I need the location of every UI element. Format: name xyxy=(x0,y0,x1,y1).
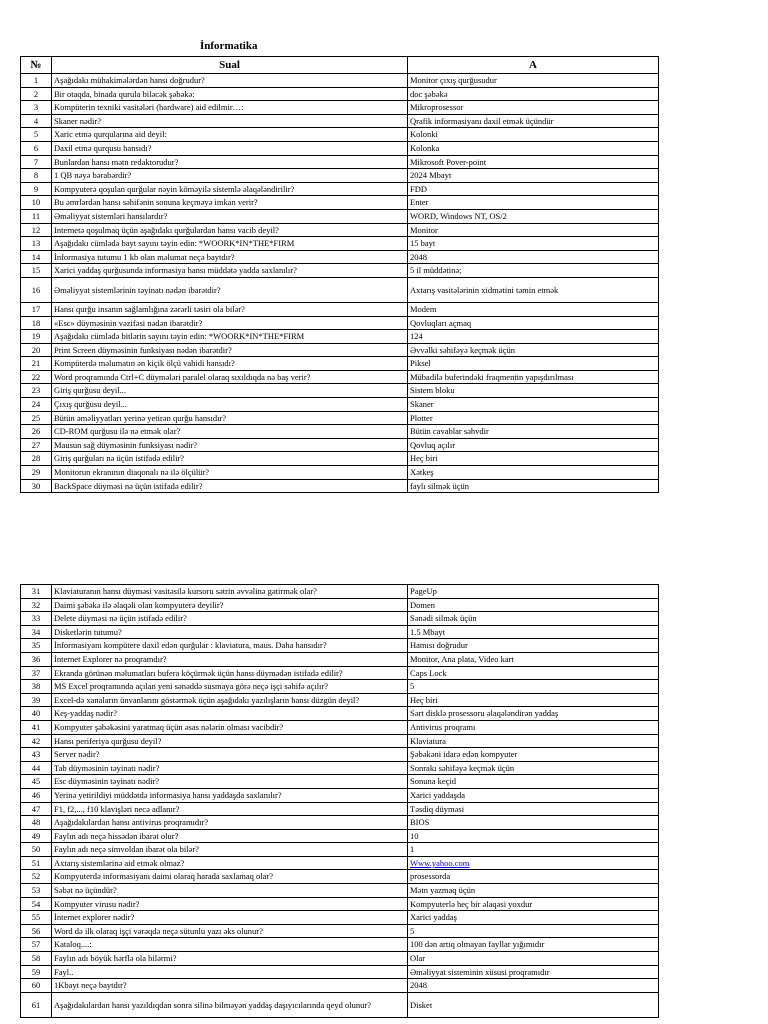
question-cell: Monitorun ekranının diaqonalı nə ilə ölçülür? xyxy=(52,466,408,480)
question-cell: Bunlardan hansı mətn redaktorudur? xyxy=(52,155,408,169)
row-number: 29 xyxy=(21,466,52,480)
question-cell: Hansı qurğu insanın sağlamlığına zərərli təsiri ola bilər? xyxy=(52,302,408,316)
row-number: 25 xyxy=(21,411,52,425)
question-cell: Fayl.. xyxy=(52,965,408,979)
question-cell: Daimi şəbəkə ilə əlaqəli olan kompyuterə deyilir? xyxy=(52,598,408,612)
table-row xyxy=(21,438,659,452)
table-row xyxy=(21,384,659,398)
table-row xyxy=(21,938,659,952)
answer-link[interactable]: Www.yahoo.com xyxy=(410,857,470,868)
answer-cell: Bütün cavablar səhvdir xyxy=(408,425,659,439)
question-cell: Aşağıdakı cümlədə bitlərin sayını təyin edin: *WOORK*IN*THE*FIRM xyxy=(52,330,408,344)
table-row xyxy=(21,155,659,169)
answer-cell: Sənədi silmək üçün xyxy=(408,612,659,626)
row-number: 54 xyxy=(21,897,52,911)
answer-cell: Heç biri xyxy=(408,693,659,707)
question-cell: Disketlərin tutumu? xyxy=(52,625,408,639)
table-row xyxy=(21,237,659,251)
row-number: 48 xyxy=(21,816,52,830)
answer-cell: Əməliyyat sisteminin xüsusi proqramıdır xyxy=(408,965,659,979)
row-number: 52 xyxy=(21,870,52,884)
table-row xyxy=(21,680,659,694)
row-number: 7 xyxy=(21,155,52,169)
question-cell: Kompyuter şəbəkəsini yaratmaq üçün əsas nələrin olması vacibdir? xyxy=(52,720,408,734)
row-number: 20 xyxy=(21,343,52,357)
row-number: 42 xyxy=(21,734,52,748)
answer-cell: Caps Lock xyxy=(408,666,659,680)
answer-cell: Heç biri xyxy=(408,452,659,466)
row-number: 28 xyxy=(21,452,52,466)
answer-cell: Klaviatura xyxy=(408,734,659,748)
question-cell: Bütün əməliyyatları yerinə yetirən qurğu hansıdır? xyxy=(52,411,408,425)
answer-cell: Mətn yazmaq üçün xyxy=(408,884,659,898)
row-number: 49 xyxy=(21,829,52,843)
answer-cell: Təsdiq düyməsi xyxy=(408,802,659,816)
table-row xyxy=(21,666,659,680)
row-number: 33 xyxy=(21,612,52,626)
question-cell: Print Screen düyməsinin funksiyası nədən ibarətdir? xyxy=(52,343,408,357)
question-cell: BackSpace düyməsi nə üçün istifadə edilir? xyxy=(52,479,408,493)
answer-cell: 2024 Mbayt xyxy=(408,169,659,183)
answer-cell: Piksel xyxy=(408,357,659,371)
row-number: 17 xyxy=(21,302,52,316)
row-number: 31 xyxy=(21,585,52,599)
row-number: 2 xyxy=(21,87,52,101)
row-number: 35 xyxy=(21,639,52,653)
table-row xyxy=(21,598,659,612)
row-number: 8 xyxy=(21,169,52,183)
row-number: 47 xyxy=(21,802,52,816)
table-row xyxy=(21,897,659,911)
answer-cell: 15 bayt xyxy=(408,237,659,251)
table-row xyxy=(21,924,659,938)
row-number: 55 xyxy=(21,911,52,925)
row-number: 60 xyxy=(21,979,52,993)
answer-cell: Kolonki xyxy=(408,128,659,142)
question-cell: Əməliyyat sistemlərinin təyinatı nədən ibarətdir? xyxy=(52,277,408,302)
row-number: 4 xyxy=(21,114,52,128)
question-cell: Giriş qurğusu deyil... xyxy=(52,384,408,398)
table-row xyxy=(21,316,659,330)
question-cell: Kompyuterdə informasiyanı daimi olaraq harada saxlamaq olar? xyxy=(52,870,408,884)
table-row xyxy=(21,74,659,88)
answer-cell: Əvvəlki səhifəyə keçmək üçün xyxy=(408,343,659,357)
row-number: 30 xyxy=(21,479,52,493)
row-number: 53 xyxy=(21,884,52,898)
table-row xyxy=(21,370,659,384)
question-cell: Bu əmrlərdən hansı səhifənin sonuna keçməyə imkan verir? xyxy=(52,196,408,210)
answer-cell: Şəbəkəni idarə edən kompyuter xyxy=(408,748,659,762)
table-row xyxy=(21,357,659,371)
answer-cell: PageUp xyxy=(408,585,659,599)
question-cell: İnternet Explorer nə proqramdır? xyxy=(52,652,408,666)
table-row xyxy=(21,169,659,183)
answer-cell: prosessorda xyxy=(408,870,659,884)
answer-cell: Mikrosoft Pover-point xyxy=(408,155,659,169)
row-number: 15 xyxy=(21,264,52,278)
answer-cell: Kolonka xyxy=(408,141,659,155)
question-cell: Səbət nə üçündür? xyxy=(52,884,408,898)
question-cell: Skaner nədir? xyxy=(52,114,408,128)
question-cell: Çıxış qurğusu deyil... xyxy=(52,398,408,412)
quiz-table-2 xyxy=(20,584,659,1018)
table-row xyxy=(21,952,659,966)
table-row xyxy=(21,870,659,884)
table-row xyxy=(21,816,659,830)
table-row xyxy=(21,101,659,115)
question-cell: Xaric etmə qurqularına aid deyil: xyxy=(52,128,408,142)
answer-cell: 2048 xyxy=(408,979,659,993)
question-cell: 1 QB nəyə bərabərdir? xyxy=(52,169,408,183)
answer-cell: Kompyuterlə heç bir əlaqəsi yoxdur xyxy=(408,897,659,911)
answer-cell: Axtarış vasitələrinin xidmətini təmin etmək xyxy=(408,277,659,302)
row-number: 5 xyxy=(21,128,52,142)
answer-cell: Mikroprosessor xyxy=(408,101,659,115)
table-row xyxy=(21,114,659,128)
question-cell: İnformasiyanı kompütere daxil edən qurğular : klaviatura, maus. Daha hansıdır? xyxy=(52,639,408,653)
question-cell: Keş-yaddaş nədir? xyxy=(52,707,408,721)
answer-cell xyxy=(408,856,659,870)
table-row xyxy=(21,398,659,412)
question-cell: Giriş qurğuları nə üçün istifadə edilir? xyxy=(52,452,408,466)
answer-cell: Monitor çıxış qurğusudur xyxy=(408,74,659,88)
answer-cell: 5 xyxy=(408,680,659,694)
question-cell: Aşağıdakılardan hansı yazıldıqdan sonra silinə bilməyən yaddaş daşıyıcılarında qeyd olunur? xyxy=(52,992,408,1017)
table-row xyxy=(21,343,659,357)
table-row xyxy=(21,639,659,653)
table-row xyxy=(21,884,659,898)
table-row xyxy=(21,979,659,993)
row-number: 37 xyxy=(21,666,52,680)
question-cell: Delete düyməsi nə üçün istifadə edilir? xyxy=(52,612,408,626)
answer-cell: Mübadilə buferindəki fraqmentin yapışdırılması xyxy=(408,370,659,384)
table-row xyxy=(21,829,659,843)
table-row xyxy=(21,452,659,466)
table-row xyxy=(21,734,659,748)
answer-cell: Plotter xyxy=(408,411,659,425)
row-number: 23 xyxy=(21,384,52,398)
table-row xyxy=(21,223,659,237)
row-number: 36 xyxy=(21,652,52,666)
row-number: 32 xyxy=(21,598,52,612)
table-row xyxy=(21,856,659,870)
answer-cell: Xarici yaddaşda xyxy=(408,788,659,802)
table-row xyxy=(21,843,659,857)
header-answer: A xyxy=(408,57,659,74)
answer-cell: Monitor xyxy=(408,223,659,237)
answer-cell: 1.5 Mbayt xyxy=(408,625,659,639)
header-number: № xyxy=(21,57,52,74)
table-row xyxy=(21,788,659,802)
page-title: İnformatika xyxy=(200,40,258,52)
question-cell: Xarici yaddaş qurğusunda informasiya hansı müddətə yadda saxlanılır? xyxy=(52,264,408,278)
table-row xyxy=(21,965,659,979)
row-number: 51 xyxy=(21,856,52,870)
row-number: 6 xyxy=(21,141,52,155)
question-cell: Hansı periferiya qurğusu deyil? xyxy=(52,734,408,748)
table-row xyxy=(21,748,659,762)
table-row xyxy=(21,761,659,775)
row-number: 45 xyxy=(21,775,52,789)
row-number: 11 xyxy=(21,209,52,223)
table-row xyxy=(21,264,659,278)
answer-cell: 2048 xyxy=(408,250,659,264)
table-row xyxy=(21,612,659,626)
table-row xyxy=(21,87,659,101)
question-cell: Esc düyməsinin təyinatı nədir? xyxy=(52,775,408,789)
answer-cell: Antivirus proqramı xyxy=(408,720,659,734)
table-row xyxy=(21,992,659,1017)
question-cell: Faylın adı neçə simvoldan ibarət ola bilər? xyxy=(52,843,408,857)
table-body-1 xyxy=(21,74,659,493)
row-number: 22 xyxy=(21,370,52,384)
table-body-2 xyxy=(21,585,659,1018)
table-row xyxy=(21,802,659,816)
row-number: 56 xyxy=(21,924,52,938)
answer-cell: Hamısı doğrudur xyxy=(408,639,659,653)
table-row xyxy=(21,141,659,155)
question-cell: Kompyuterə qoşulan qurğular nəyin köməyilə sistemlə əlaqələndirilir? xyxy=(52,182,408,196)
row-number: 57 xyxy=(21,938,52,952)
question-cell: Kompüterdə məlumatın ən kiçik ölçü vahidi hansıdı? xyxy=(52,357,408,371)
answer-cell: Qovluq açılır xyxy=(408,438,659,452)
table-row xyxy=(21,425,659,439)
answer-cell: Skaner xyxy=(408,398,659,412)
row-number: 19 xyxy=(21,330,52,344)
row-number: 27 xyxy=(21,438,52,452)
table-row xyxy=(21,693,659,707)
answer-cell: Qrafik informasiyanı daxil etmək üçündür xyxy=(408,114,659,128)
answer-cell: Sonrakı səhifəyə keçmək üçün xyxy=(408,761,659,775)
question-cell: F1, f2,..., f10 klavişləri necə adlanır? xyxy=(52,802,408,816)
row-number: 46 xyxy=(21,788,52,802)
question-cell: Aşağıdakı mühakimələrdən hansı doğrudur? xyxy=(52,74,408,88)
row-number: 10 xyxy=(21,196,52,210)
row-number: 50 xyxy=(21,843,52,857)
question-cell: Word də ilk olaraq işçi vərəqdə neçə sütunlu yazı əks olunur? xyxy=(52,924,408,938)
row-number: 16 xyxy=(21,277,52,302)
row-number: 59 xyxy=(21,965,52,979)
question-cell: Daxil etmə qurqusu hansıdı? xyxy=(52,141,408,155)
question-cell: Internetə qoşulmaq üçün aşağıdakı qurğulardan hansı vacib deyil? xyxy=(52,223,408,237)
row-number: 3 xyxy=(21,101,52,115)
table-row xyxy=(21,182,659,196)
question-cell: Faylın adı böyük hərflə ola bilərmi? xyxy=(52,952,408,966)
question-cell: Server nədir? xyxy=(52,748,408,762)
answer-cell: Disket xyxy=(408,992,659,1017)
answer-cell: Domen xyxy=(408,598,659,612)
row-number: 40 xyxy=(21,707,52,721)
table-row xyxy=(21,911,659,925)
table-row xyxy=(21,250,659,264)
answer-cell: faylı silmək üçün xyxy=(408,479,659,493)
answer-cell: 10 xyxy=(408,829,659,843)
row-number: 58 xyxy=(21,952,52,966)
answer-cell: BIOS xyxy=(408,816,659,830)
table-row xyxy=(21,209,659,223)
question-cell: Kataloq....: xyxy=(52,938,408,952)
question-cell: Klaviaturanın hansı düyməsi vasitəsilə kursoru sətrin əvvəlinə gətirmək olar? xyxy=(52,585,408,599)
table-row xyxy=(21,775,659,789)
table-row xyxy=(21,128,659,142)
table-row xyxy=(21,707,659,721)
row-number: 9 xyxy=(21,182,52,196)
question-cell: CD-ROM qurğusu ilə nə etmək olar? xyxy=(52,425,408,439)
answer-cell: 5 il müddətinə; xyxy=(408,264,659,278)
question-cell: Aşağıdakı cümlədə bayt sayını təyin edin: *WOORK*IN*THE*FIRM xyxy=(52,237,408,251)
answer-cell: Monitor, Ana plata, Video kart xyxy=(408,652,659,666)
row-number: 41 xyxy=(21,720,52,734)
question-cell: Faylın adı neçə hissədən ibarət olur? xyxy=(52,829,408,843)
table-row xyxy=(21,585,659,599)
question-cell: 1Kbayt neçə baytdır? xyxy=(52,979,408,993)
row-number: 1 xyxy=(21,74,52,88)
quiz-table-1 xyxy=(20,56,659,493)
table-row xyxy=(21,330,659,344)
row-number: 12 xyxy=(21,223,52,237)
question-cell: Əməliyyat sistemləri hansılardır? xyxy=(52,209,408,223)
question-cell: Word proqramında Ctrl+C düymələri paralel olaraq sıxıldıqda nə baş verir? xyxy=(52,370,408,384)
row-number: 61 xyxy=(21,992,52,1017)
answer-cell: 1 xyxy=(408,843,659,857)
answer-cell: Sistem bloku xyxy=(408,384,659,398)
table-row xyxy=(21,196,659,210)
row-number: 24 xyxy=(21,398,52,412)
question-cell: Kompyuter virusu nədir? xyxy=(52,897,408,911)
question-cell: «Esc» düyməsinin vəzifəsi nədən ibarətdir? xyxy=(52,316,408,330)
row-number: 14 xyxy=(21,250,52,264)
table-row xyxy=(21,302,659,316)
answer-cell: WORD, Windows NT, OS/2 xyxy=(408,209,659,223)
table-row xyxy=(21,466,659,480)
answer-cell: 124 xyxy=(408,330,659,344)
answer-cell: 100 dən artıq olmayan fayllar yığımıdır xyxy=(408,938,659,952)
table-row xyxy=(21,625,659,639)
answer-cell: doc şəbəkə xyxy=(408,87,659,101)
row-number: 21 xyxy=(21,357,52,371)
row-number: 38 xyxy=(21,680,52,694)
table-header-row xyxy=(21,57,659,74)
answer-cell: Modem xyxy=(408,302,659,316)
question-cell: Excel-də xanaların ünvanlarını göstərmək üçün aşağıdakı yazılışların hansı düzgün deyil? xyxy=(52,693,408,707)
answer-cell: Xarici yaddaş xyxy=(408,911,659,925)
answer-cell: Sonuna keçid xyxy=(408,775,659,789)
row-number: 34 xyxy=(21,625,52,639)
question-cell: İnternet explorer nədir? xyxy=(52,911,408,925)
table-row xyxy=(21,277,659,302)
answer-cell: Qovluqları açmaq xyxy=(408,316,659,330)
answer-cell: Olar xyxy=(408,952,659,966)
row-number: 43 xyxy=(21,748,52,762)
answer-cell: Sərt disklə prosessoru əlaqələndirən yaddaş xyxy=(408,707,659,721)
question-cell: Bir otaqda, binada qurula biləcək şəbəkə: xyxy=(52,87,408,101)
table-row xyxy=(21,652,659,666)
table-row xyxy=(21,720,659,734)
answer-cell: 5 xyxy=(408,924,659,938)
table-row xyxy=(21,479,659,493)
answer-cell: Xətkeş xyxy=(408,466,659,480)
header-question: Sual xyxy=(52,57,408,74)
question-cell: Aşağıdakılardan hansı antivirus proqramıdır? xyxy=(52,816,408,830)
row-number: 39 xyxy=(21,693,52,707)
question-cell: İnformasiya tutumu 1 kb olan məlumat neçə baytdır? xyxy=(52,250,408,264)
row-number: 13 xyxy=(21,237,52,251)
question-cell: Kompüterin texniki vasitələri (hardware) aid edilmir…: xyxy=(52,101,408,115)
question-cell: MS Excel proqramında açılan yeni sənəddə susmaya görə neçə işçi səhifə açılır? xyxy=(52,680,408,694)
row-number: 44 xyxy=(21,761,52,775)
question-cell: Ekranda görünən məlumatları bufera köçürmək üçün hansı düymədən istifadə edilir? xyxy=(52,666,408,680)
table-row xyxy=(21,411,659,425)
question-cell: Axtarış sistemlərinə aid etmək olmaz? xyxy=(52,856,408,870)
row-number: 18 xyxy=(21,316,52,330)
answer-cell: FDD xyxy=(408,182,659,196)
question-cell: Mausun sağ düyməsinin funksiyası nədir? xyxy=(52,438,408,452)
answer-cell: Enter xyxy=(408,196,659,210)
row-number: 26 xyxy=(21,425,52,439)
question-cell: Tab düyməsinin təyinatı nədir? xyxy=(52,761,408,775)
question-cell: Yerinə yetirildiyi müddətdə informasiya hansı yaddaşda saxlanılır? xyxy=(52,788,408,802)
